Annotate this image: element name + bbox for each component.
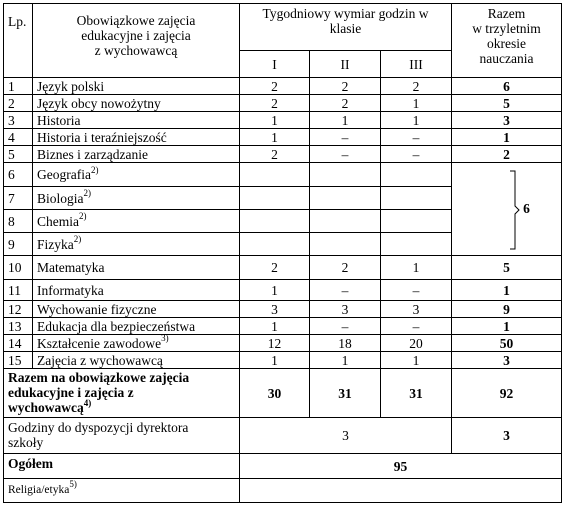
- overall-value: 95: [240, 454, 562, 479]
- subject-name-text: Język polski: [37, 78, 105, 94]
- sum-class-2: 31: [310, 369, 381, 418]
- hours-class-3: 1: [381, 256, 452, 280]
- subject-name-text: Edukacja dla bezpieczeństwa: [37, 318, 196, 334]
- director-label-line-1: Godziny do dyspozycji dyrektora: [8, 420, 189, 435]
- subject-total: 5: [452, 256, 562, 280]
- header-weekly-line-2: klasie: [329, 21, 362, 36]
- hours-class-1: 2: [240, 256, 310, 280]
- curriculum-table: [3, 3, 562, 503]
- header-total: [452, 4, 562, 78]
- subject-total: 1: [452, 318, 562, 335]
- curriculum-table-wrapper: [3, 3, 562, 503]
- subject-name: [33, 112, 240, 129]
- hours-class-3: 20: [381, 335, 452, 352]
- hours-class-2: 2: [310, 256, 381, 280]
- row-number: 10: [4, 256, 33, 280]
- religion-label: [4, 479, 240, 503]
- hours-class-2: 3: [310, 301, 381, 318]
- subject-name: [33, 210, 240, 233]
- hours-class-3: [381, 233, 452, 256]
- row-number: 7: [4, 187, 33, 210]
- row-number: 14: [4, 335, 33, 352]
- subject-name: [33, 318, 240, 335]
- hours-class-3: –: [381, 318, 452, 335]
- table-row: [4, 112, 562, 129]
- header-total-line-3: okresie: [487, 36, 526, 51]
- header-subjects-line-2: edukacyjne i zajęcia: [81, 28, 191, 43]
- subject-name: [33, 335, 240, 352]
- subject-name: [33, 301, 240, 318]
- hours-class-3: [381, 210, 452, 233]
- hours-class-1: [240, 163, 310, 187]
- subject-name: [33, 78, 240, 95]
- hours-class-2: [310, 210, 381, 233]
- subject-name-text: Zajęcia z wychowawcą: [37, 352, 163, 368]
- subject-name: [33, 95, 240, 112]
- hours-class-1: 2: [240, 146, 310, 163]
- subject-name: [33, 233, 240, 256]
- hours-class-1: 2: [240, 95, 310, 112]
- header-lp: [4, 4, 33, 78]
- row-number: 11: [4, 280, 33, 301]
- hours-class-2: 2: [310, 78, 381, 95]
- subject-name: [33, 256, 240, 280]
- subject-total: 5: [452, 95, 562, 112]
- hours-class-1: 3: [240, 301, 310, 318]
- religion-label-text: Religia/etyka: [8, 484, 70, 496]
- table-row: [4, 352, 562, 369]
- hours-class-1: 1: [240, 352, 310, 369]
- table-row: [4, 78, 562, 95]
- hours-class-2: [310, 163, 381, 187]
- subject-total: 9: [452, 301, 562, 318]
- subject-name-text: Chemia: [37, 213, 79, 229]
- subject-total: 1: [452, 129, 562, 146]
- header-lp-text: Lp.: [8, 14, 27, 29]
- subject-total: 3: [452, 112, 562, 129]
- subject-total: 1: [452, 280, 562, 301]
- subject-name-text: Biologia: [37, 190, 84, 206]
- subject-name: [33, 280, 240, 301]
- footnote-ref: 4): [83, 397, 92, 408]
- director-value: 3: [240, 418, 452, 454]
- hours-class-2: 2: [310, 95, 381, 112]
- hours-class-3: 2: [381, 78, 452, 95]
- table-row: [4, 318, 562, 335]
- hours-class-2: [310, 233, 381, 256]
- sum-label-line-3: wychowawcą: [8, 400, 84, 415]
- sum-label: [4, 369, 240, 418]
- hours-class-1: 1: [240, 318, 310, 335]
- group-total-value: 6: [523, 201, 530, 216]
- subject-name: [33, 187, 240, 210]
- table-body: [4, 78, 562, 503]
- header-class-2: II: [310, 51, 381, 78]
- row-number: 1: [4, 78, 33, 95]
- table-row: [4, 163, 562, 187]
- hours-class-3: 1: [381, 112, 452, 129]
- row-number: 12: [4, 301, 33, 318]
- sum-class-3: 31: [381, 369, 452, 418]
- header-weekly-line-1: Tygodniowy wymiar godzin w: [262, 6, 429, 21]
- header-class-3: III: [381, 51, 452, 78]
- director-row: [4, 418, 562, 454]
- footnote-ref: 5): [69, 479, 77, 490]
- subject-total: 50: [452, 335, 562, 352]
- hours-class-2: –: [310, 129, 381, 146]
- sum-row: [4, 369, 562, 418]
- hours-class-2: –: [310, 318, 381, 335]
- subject-total: 2: [452, 146, 562, 163]
- hours-class-1: 1: [240, 129, 310, 146]
- table-row: [4, 129, 562, 146]
- footnote-ref: 2): [90, 164, 99, 175]
- subject-name: [33, 163, 240, 187]
- hours-class-2: [310, 187, 381, 210]
- hours-class-3: 1: [381, 352, 452, 369]
- hours-class-3: –: [381, 280, 452, 301]
- subject-name-text: Historia: [37, 112, 81, 128]
- hours-class-2: –: [310, 280, 381, 301]
- subject-name: [33, 129, 240, 146]
- hours-class-1: 2: [240, 78, 310, 95]
- header-weekly: [240, 4, 452, 51]
- row-number: 5: [4, 146, 33, 163]
- director-total: 3: [452, 418, 562, 454]
- hours-class-2: 1: [310, 112, 381, 129]
- table-row: [4, 301, 562, 318]
- sum-total: 92: [452, 369, 562, 418]
- subject-total: 6: [452, 78, 562, 95]
- footnote-ref: 2): [83, 188, 91, 198]
- footnote-ref: 2): [79, 211, 87, 221]
- hours-class-3: [381, 187, 452, 210]
- hours-class-2: –: [310, 146, 381, 163]
- hours-class-3: [381, 163, 452, 187]
- table-row: [4, 256, 562, 280]
- header-class-1: I: [240, 51, 310, 78]
- table-row: [4, 280, 562, 301]
- subject-name: [33, 146, 240, 163]
- subject-name-text: Geografia: [37, 167, 91, 182]
- group-total-cell: [452, 163, 562, 256]
- table-row: [4, 335, 562, 352]
- hours-class-1: 1: [240, 280, 310, 301]
- overall-label: Ogółem: [4, 454, 240, 479]
- overall-row: [4, 454, 562, 479]
- header-subjects-line-1: Obowiązkowe zajęcia: [76, 13, 196, 28]
- row-number: 13: [4, 318, 33, 335]
- director-label-line-2: szkoły: [8, 435, 44, 450]
- sum-label-line-1: Razem na obowiązkowe zajęcia: [8, 370, 190, 385]
- hours-class-2: 1: [310, 352, 381, 369]
- subject-name-text: Matematyka: [37, 260, 105, 275]
- row-number: 6: [4, 163, 33, 187]
- row-number: 8: [4, 210, 33, 233]
- director-label: [4, 418, 240, 454]
- hours-class-1: [240, 233, 310, 256]
- row-number: 9: [4, 233, 33, 256]
- subject-name: [33, 352, 240, 369]
- header-subjects: [33, 4, 240, 78]
- footnote-ref: 3): [161, 334, 169, 343]
- header-subjects-line-3: z wychowawcą: [94, 43, 178, 58]
- subject-name-text: Fizyka: [37, 236, 74, 252]
- hours-class-1: [240, 187, 310, 210]
- subject-name-text: Biznes i zarządzanie: [37, 146, 148, 162]
- religion-value: [240, 479, 562, 503]
- header-total-line-1: Razem: [487, 6, 526, 21]
- header-total-line-4: nauczania: [479, 51, 534, 66]
- row-number: 3: [4, 112, 33, 129]
- hours-class-1: 1: [240, 112, 310, 129]
- hours-class-2: 18: [310, 335, 381, 352]
- subject-name-text: Historia i teraźniejszość: [37, 129, 167, 145]
- row-number: 2: [4, 95, 33, 112]
- hours-class-1: 12: [240, 335, 310, 352]
- sum-class-1: 30: [240, 369, 310, 418]
- religion-row: [4, 479, 562, 503]
- subject-name-text: Kształcenie zawodowe: [37, 335, 162, 351]
- subject-name-text: Informatyka: [37, 282, 104, 298]
- footnote-ref: 2): [73, 234, 82, 244]
- sum-label-line-2: edukacyjne i zajęcia z: [8, 385, 134, 400]
- hours-class-1: [240, 210, 310, 233]
- hours-class-3: –: [381, 146, 452, 163]
- header-total-line-2: w trzyletnim: [472, 21, 541, 36]
- subject-name-text: Wychowanie fizyczne: [37, 301, 157, 317]
- hours-class-3: 3: [381, 301, 452, 318]
- hours-class-3: –: [381, 129, 452, 146]
- subject-total: 3: [452, 352, 562, 369]
- row-number: 4: [4, 129, 33, 146]
- subject-name-text: Język obcy nowożytny: [37, 95, 161, 111]
- row-number: 15: [4, 352, 33, 369]
- table-row: [4, 146, 562, 163]
- hours-class-3: 1: [381, 95, 452, 112]
- table-row: [4, 95, 562, 112]
